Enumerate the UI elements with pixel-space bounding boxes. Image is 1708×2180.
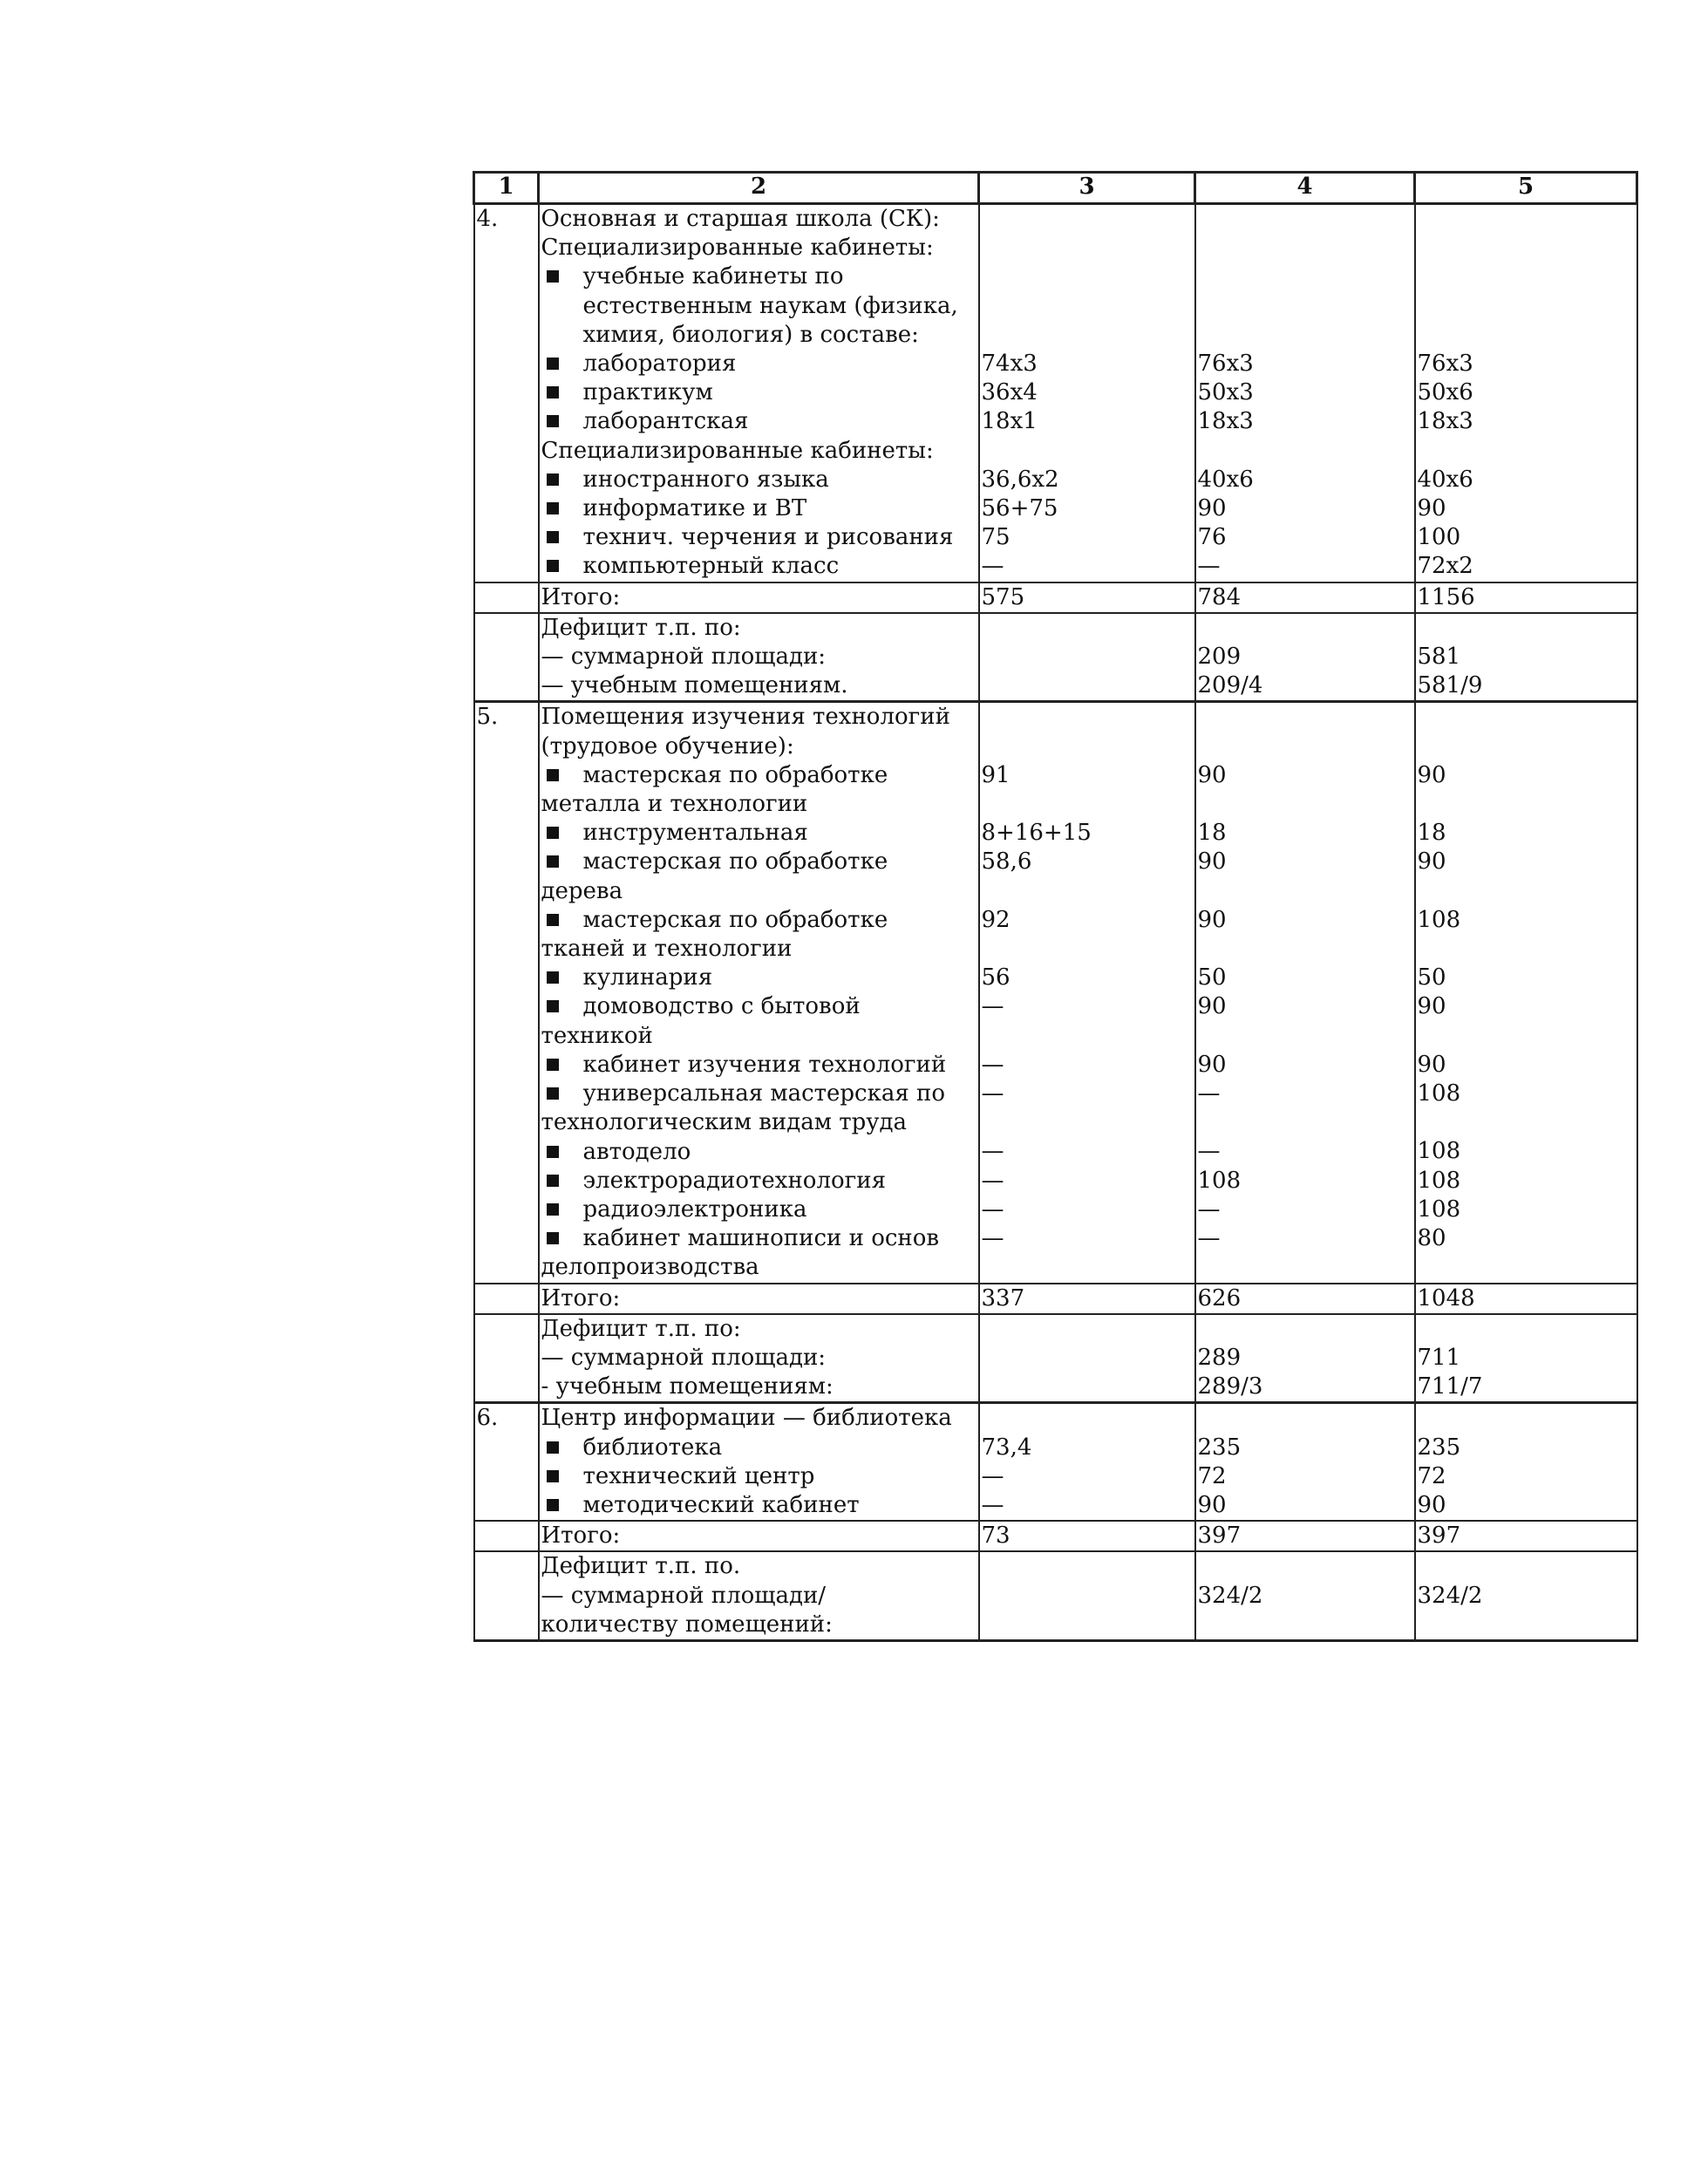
value: 75 [981,524,1011,551]
value [1198,877,1412,906]
value: — [981,1462,1004,1489]
section-number: 4. [474,204,539,582]
value: — [981,1491,1004,1518]
value: — [981,1138,1004,1165]
bullet-square-icon [547,270,559,283]
item-continuation: техникой [541,1022,653,1049]
value [982,234,1193,262]
bullet-item [541,992,976,1021]
value: 91 [981,761,1011,788]
value-cell-col-4 [1195,1403,1415,1521]
deficit-value-col-5 [1415,1314,1637,1403]
bullet-square-icon [547,1499,559,1511]
bullet-item-label: кулинария [582,964,713,991]
value: 50х6 [1417,379,1473,406]
value [982,1108,1193,1137]
value: 90 [1197,906,1227,933]
value: 50 [1197,964,1227,991]
value: 76х3 [1417,350,1473,377]
value [1418,1404,1635,1433]
item-continuation: металла и технологии [541,791,808,818]
section-description [539,1403,979,1521]
value: — [981,1051,1004,1078]
value: 90 [1197,1051,1227,1078]
bullet-item-label: библиотека [582,1434,723,1461]
section-heading-line: Помещения изучения технологий [541,704,950,731]
bullet-item [541,964,976,992]
value [1198,262,1412,291]
value [1418,1108,1635,1137]
section-heading-line: Основная и старшая школа (СК): [541,206,940,232]
bullet-square-icon [547,1175,559,1187]
section-row [474,702,1637,1284]
deficit-value-col-5 [1415,613,1637,702]
bullet-item-label: методический кабинет [582,1491,860,1518]
deficit-value [1198,1315,1412,1344]
deficit-value: 711/7 [1417,1373,1483,1400]
header-col-2: 2 [539,173,979,204]
value [1198,1253,1412,1282]
value: 76х3 [1197,350,1254,377]
bullet-item-label: информатике и ВТ [582,495,807,522]
value: 56+75 [981,494,1058,521]
bullet-square-icon [547,1232,559,1244]
bullet-item [541,1434,976,1462]
value: 90 [1197,848,1227,875]
value [1198,935,1412,964]
value: 235 [1417,1434,1461,1461]
value [982,437,1193,466]
header-col-1: 1 [474,173,539,204]
bullet-item-label: мастерская по обработке [582,848,888,875]
bullet-item [541,1167,976,1196]
section-row [474,204,1637,582]
total-value-col-3: 73 [979,1521,1195,1551]
value [1418,1253,1635,1282]
value: 90 [1417,1491,1446,1518]
total-row [474,1284,1637,1314]
bullet-item-label: иностранного языка [582,466,829,493]
bullet-item [541,494,976,523]
value: 108 [1417,1080,1461,1107]
value [1418,790,1635,819]
value [1418,703,1635,732]
value [982,262,1193,291]
header-col-5: 5 [1415,173,1637,204]
bullet-item-label: мастерская по обработке [582,761,888,788]
section-row [474,1403,1637,1521]
value: 18 [1417,820,1446,847]
deficit-value: 209 [1197,644,1242,671]
bullet-item-label: электрорадиотехнология [582,1167,886,1194]
value [1418,437,1635,466]
deficit-line: количеству помещений: [541,1611,833,1638]
value: 73,4 [981,1434,1032,1461]
bullet-item-label: технич. черчения и рисования [582,524,954,551]
item-continuation: технологическим видам труда [541,1109,908,1136]
deficit-value [1418,1552,1635,1581]
item-continuation: дерева [541,877,623,904]
value: 74х3 [981,350,1038,377]
value: 18 [1197,820,1227,847]
value [982,205,1193,234]
deficit-description [539,613,979,702]
deficit-value-col-3 [979,1551,1195,1640]
value [1198,732,1412,761]
bullet-item [541,1138,976,1167]
value [1198,292,1412,321]
total-row [474,1521,1637,1551]
value: 36,6х2 [981,466,1059,493]
value [982,292,1193,321]
total-value-col-4: 626 [1195,1284,1415,1314]
bullet-square-icon [547,769,559,781]
bullet-square-icon [547,1441,559,1454]
value: — [981,993,1004,1020]
total-value-col-5: 397 [1415,1521,1637,1551]
bullet-item [541,1051,976,1080]
value [1418,321,1635,350]
value: 90 [1197,494,1227,521]
total-label: Итого: [539,582,979,613]
bullet-square-icon [547,971,559,984]
bullet-square-icon [547,473,559,486]
value [1198,703,1412,732]
deficit-value: 289/3 [1197,1373,1263,1400]
value: 90 [1197,1491,1227,1518]
value [1198,790,1412,819]
bullet-item [541,552,976,581]
deficit-value [982,1315,1193,1344]
total-label: Итого: [539,1284,979,1314]
total-spacer [474,582,539,613]
deficit-line: — суммарной площади: [541,644,827,671]
value: 235 [1197,1434,1242,1461]
value: — [981,1167,1004,1194]
value [1418,732,1635,761]
value [1198,234,1412,262]
total-value-col-4: 784 [1195,582,1415,613]
header-col-4: 4 [1195,173,1415,204]
value [1198,321,1412,350]
deficit-value-col-3 [979,1314,1195,1403]
bullet-square-icon [547,358,559,370]
deficit-row [474,1551,1637,1640]
deficit-description [539,1551,979,1640]
item-continuation: делопроизводства [541,1254,759,1281]
bullet-item-label: технический центр [582,1462,815,1489]
deficit-value [1198,614,1412,643]
value [1418,935,1635,964]
deficit-row [474,1314,1637,1403]
value: 8+16+15 [981,820,1092,847]
value: 108 [1417,906,1461,933]
value [982,321,1193,350]
bullet-square-icon [547,1203,559,1216]
deficit-value [982,671,1193,700]
deficit-line: Дефицит т.п. по. [541,1553,741,1580]
bullet-item-label: универсальная мастерская по [582,1080,946,1107]
deficit-value-col-4 [1195,1314,1415,1403]
value [982,732,1193,761]
section-description [539,204,979,582]
value: 50 [1417,964,1446,991]
bullet-square-icon [547,531,559,543]
total-value-col-4: 397 [1195,1521,1415,1551]
deficit-value: 289 [1197,1344,1242,1371]
bullet-square-icon [547,386,559,399]
value: 90 [1197,761,1227,788]
value: — [1197,1138,1221,1165]
bullet-item [541,1224,976,1253]
value: 18х1 [981,408,1038,435]
value: — [1197,1196,1221,1223]
deficit-spacer [474,1314,539,1403]
deficit-line: — суммарной площади/ [541,1582,827,1609]
deficit-value: 581/9 [1417,672,1483,699]
section-number: 5. [474,702,539,1284]
deficit-value [982,1582,1193,1611]
value-cell-col-4 [1195,204,1415,582]
bullet-item-label: кабинет изучения технологий [582,1051,947,1078]
deficit-value: 324/2 [1197,1582,1263,1609]
value: 72 [1197,1462,1227,1489]
bullet-item-label: мастерская по обработке [582,906,888,933]
value: — [1197,1080,1221,1107]
value [982,935,1193,964]
bullet-square-icon [547,502,559,514]
bullet-item [541,407,976,436]
value: 58,6 [981,848,1032,875]
deficit-value [982,1611,1193,1639]
value-cell-col-5 [1415,204,1637,582]
bullet-item-continuation: естественным наукам (физика, [582,292,958,319]
value: 50х3 [1197,379,1254,406]
value [982,1404,1193,1433]
bullet-item-label: лаборантская [582,408,749,435]
value [982,790,1193,819]
deficit-value [1418,1611,1635,1639]
bullet-item-label: практикум [582,379,713,406]
value: 36х4 [981,379,1038,406]
deficit-value [982,1552,1193,1581]
bullet-square-icon [547,1470,559,1482]
value [1418,234,1635,262]
value: 56 [981,964,1011,991]
section-number: 6. [474,1403,539,1521]
section-heading-line: Специализированные кабинеты: [541,235,934,262]
bullet-square-icon [547,1087,559,1100]
value: 108 [1417,1138,1461,1165]
bullet-square-icon [547,914,559,926]
bullet-item-label: радиоэлектроника [582,1196,807,1223]
value [1198,437,1412,466]
deficit-value: 324/2 [1417,1582,1483,1609]
bullet-item-continuation: химия, биология) в составе: [582,321,919,348]
value: — [981,1080,1004,1107]
bullet-item-label: кабинет машинописи и основ [582,1225,940,1252]
bullet-item-label: лаборатория [582,351,737,378]
value [1198,1404,1412,1433]
bullet-item [541,761,976,790]
section-heading-line: Центр информации — библиотека [541,1405,952,1432]
value [982,1022,1193,1051]
bullet-item [541,378,976,407]
value: 108 [1197,1167,1242,1194]
bullet-square-icon [547,1000,559,1012]
deficit-value [1198,1611,1412,1639]
area-table [473,171,1638,1642]
total-value-col-5: 1048 [1415,1284,1637,1314]
bullet-item-label: учебные кабинеты по [582,263,844,290]
deficit-line: - учебным помещениям: [541,1373,834,1400]
value [1418,292,1635,321]
header-col-3: 3 [979,173,1195,204]
value-cell-col-3 [979,702,1195,1284]
value: 76 [1197,524,1227,551]
total-value-col-3: 575 [979,582,1195,613]
value: 108 [1417,1196,1461,1223]
value: 90 [1417,494,1446,521]
value: 18х3 [1197,408,1254,435]
bullet-square-icon [547,1059,559,1071]
value-cell-col-3 [979,1403,1195,1521]
value [1418,877,1635,906]
deficit-value-col-5 [1415,1551,1637,1640]
bullet-item [541,466,976,494]
bullet-square-icon [547,855,559,868]
deficit-line: — суммарной площади: [541,1344,827,1371]
total-spacer [474,1284,539,1314]
bullet-square-icon [547,415,559,427]
deficit-value [982,614,1193,643]
value [1198,1108,1412,1137]
deficit-value [1198,1552,1412,1581]
value [1418,1022,1635,1051]
value: 72х2 [1417,553,1473,580]
value: — [1197,553,1221,580]
bullet-item [541,906,976,935]
deficit-spacer [474,1551,539,1640]
header-row [474,173,1637,204]
bullet-item [541,1196,976,1224]
deficit-row [474,613,1637,702]
value-cell-col-5 [1415,1403,1637,1521]
value [1198,205,1412,234]
deficit-value [1418,1315,1635,1344]
value: — [981,1196,1004,1223]
deficit-value-col-4 [1195,613,1415,702]
bullet-square-icon [547,1146,559,1158]
value: 90 [1417,993,1446,1020]
bullet-item [541,1462,976,1491]
bullet-square-icon [547,827,559,839]
value: — [1197,1225,1221,1251]
bullet-item-label: домоводство с бытовой [582,993,861,1020]
value: 108 [1417,1167,1461,1194]
value: 100 [1417,524,1461,551]
total-label: Итого: [539,1521,979,1551]
value [982,1253,1193,1282]
deficit-value [982,643,1193,671]
value [1418,262,1635,291]
value [1198,1022,1412,1051]
total-spacer [474,1521,539,1551]
deficit-line: Дефицит т.п. по: [541,614,741,641]
deficit-value-col-4 [1195,1551,1415,1640]
total-value-col-3: 337 [979,1284,1195,1314]
value: 40х6 [1417,466,1473,493]
deficit-description [539,1314,979,1403]
value: 18х3 [1417,408,1473,435]
deficit-value [982,1373,1193,1401]
deficit-line: Дефицит т.п. по: [541,1315,741,1342]
bullet-square-icon [547,560,559,572]
value: 90 [1417,848,1446,875]
total-value-col-5: 1156 [1415,582,1637,613]
value: 40х6 [1197,466,1254,493]
value: 90 [1197,993,1227,1020]
bullet-item [541,523,976,552]
value: 72 [1417,1462,1446,1489]
value: 92 [981,906,1011,933]
bullet-item-label: автодело [582,1138,691,1165]
total-row [474,582,1637,613]
deficit-value [1418,614,1635,643]
deficit-line: — учебным помещениям. [541,672,848,699]
deficit-value: 581 [1417,644,1461,671]
value-cell-col-5 [1415,702,1637,1284]
bullet-item [541,1491,976,1520]
value [1418,205,1635,234]
section-heading-line: Специализированные кабинеты: [541,437,934,464]
bullet-item [541,819,976,848]
deficit-value-col-3 [979,613,1195,702]
value: 80 [1417,1225,1446,1251]
deficit-value [982,1344,1193,1373]
section-heading-line: (трудовое обучение): [541,732,794,760]
value-cell-col-3 [979,204,1195,582]
section-description [539,702,979,1284]
value: 90 [1417,1051,1446,1078]
bullet-item [541,262,976,291]
bullet-item-label: инструментальная [582,820,808,847]
value [982,703,1193,732]
bullet-item [541,848,976,876]
value: — [981,553,1004,580]
deficit-value: 209/4 [1197,672,1263,699]
bullet-item [541,350,976,378]
item-continuation: тканей и технологии [541,936,793,963]
value: — [981,1225,1004,1251]
bullet-item-label: компьютерный класс [582,553,840,580]
value [982,877,1193,906]
value: 90 [1417,761,1446,788]
bullet-item [541,1080,976,1108]
value-cell-col-4 [1195,702,1415,1284]
deficit-spacer [474,613,539,702]
deficit-value: 711 [1417,1344,1461,1371]
